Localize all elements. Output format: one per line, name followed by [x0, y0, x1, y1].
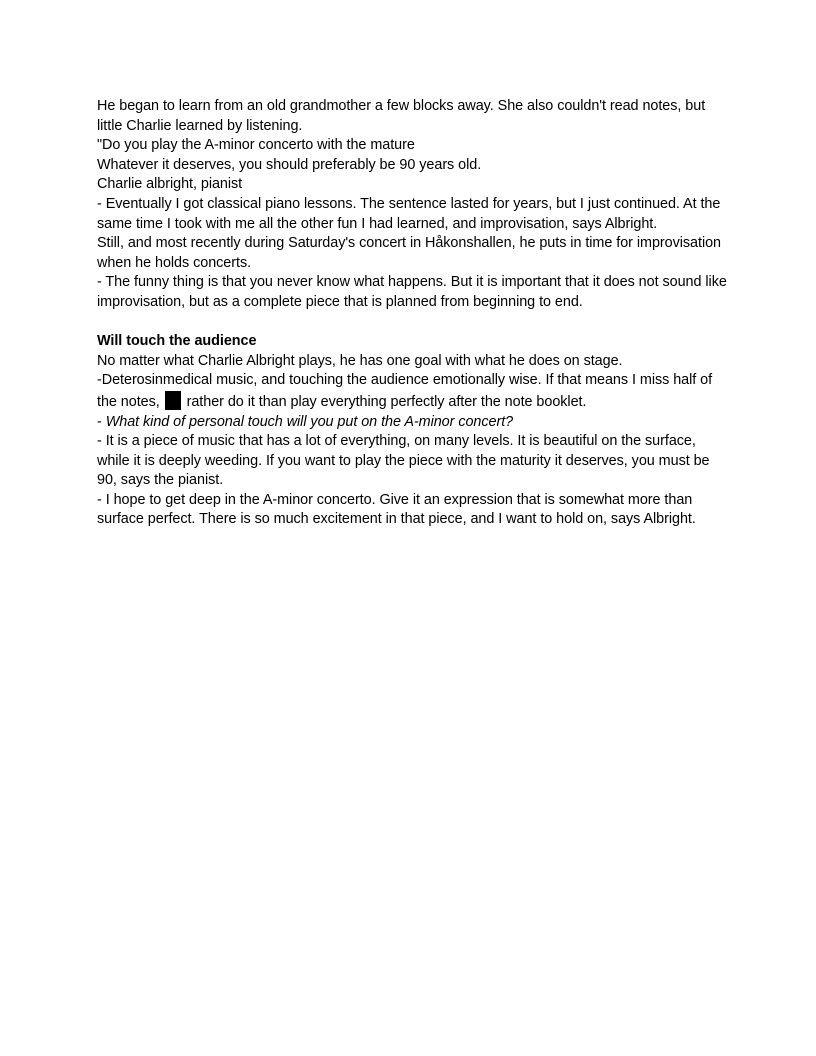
- paragraph-funny-thing: - The funny thing is that you never know what happens. But it is important that it does not sound like improvisation, but as a complete piece that is planned from beginning to end.: [97, 274, 727, 310]
- redaction-block: [165, 391, 181, 410]
- answer-piece-of-music: - It is a piece of music that has a lot of everything, on many levels. It is beautiful on the surface, while it is deeply weeding. If you want to play the piece with the maturity it deserves, you must be 90, says the pianist.: [97, 433, 710, 489]
- paragraph-touching-audience: [97, 371, 727, 412]
- quote-continuation: Whatever it deserves, you should preferably be 90 years old.: [97, 156, 482, 173]
- document-page: [97, 97, 727, 530]
- section-heading: Will touch the audience: [97, 333, 257, 350]
- paragraph-hakonshallen: Still, and most recently during Saturday's concert in Håkonshallen, he puts in time for improvisation when he holds concerts.: [97, 235, 721, 271]
- answer-deep-concerto: - I hope to get deep in the A-minor concerto. Give it an expression that is somewhat more than surface perfect. There is so much excitement in that piece, and I want to hold on, says Albright.: [97, 491, 696, 528]
- touching-audience-text-start: -Deterosinmedical music, and touching the audience emotionally wise. If that means I miss half of the notes,: [97, 372, 713, 410]
- question-text: What kind of personal touch will you put on the A-minor concert?: [105, 413, 514, 430]
- touching-audience-text-end: rather do it than play everything perfectly after the note booklet.: [182, 393, 587, 410]
- quote-line: "Do you play the A-minor concerto with the mature: [97, 137, 415, 154]
- paragraph-spacer: [97, 313, 727, 333]
- paragraph-grandmother: He began to learn from an old grandmother a few blocks away. She also couldn't read notes, but little Charlie learned by listening.: [97, 98, 706, 134]
- question-dash: -: [97, 413, 106, 430]
- quote-attribution: Charlie albright, pianist: [97, 176, 243, 193]
- paragraph-goal: No matter what Charlie Albright plays, he has one goal with what he does on stage.: [97, 352, 623, 369]
- interview-question: [97, 413, 727, 433]
- paragraph-lessons: - Eventually I got classical piano lessons. The sentence lasted for years, but I just continued. At the same time I took with me all the other fun I had learned, and improvisation, says Albright.: [97, 195, 721, 232]
